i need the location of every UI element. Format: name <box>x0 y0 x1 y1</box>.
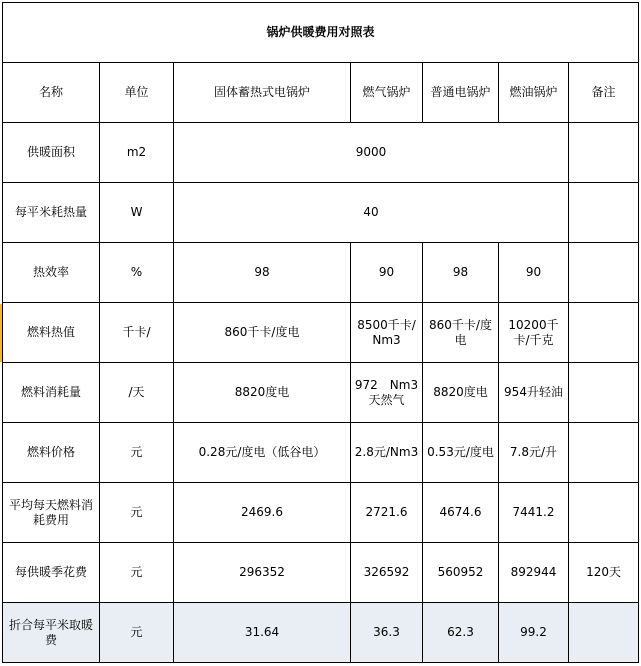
gas-cell[interactable]: 2721.6 <box>351 483 423 543</box>
row-unit[interactable]: 千卡/ <box>100 303 174 363</box>
oil-cell[interactable]: 954升轻油 <box>499 363 569 423</box>
header-note[interactable]: 备注 <box>569 63 639 123</box>
electric-cell[interactable]: 4674.6 <box>423 483 499 543</box>
table-row <box>3 183 639 243</box>
row-unit[interactable]: 元 <box>100 603 174 663</box>
table-row <box>3 543 639 603</box>
header-row <box>3 63 639 123</box>
note-cell[interactable] <box>569 483 639 543</box>
oil-cell[interactable]: 90 <box>499 243 569 303</box>
electric-cell[interactable]: 560952 <box>423 543 499 603</box>
heat-value[interactable]: 40 <box>174 183 569 243</box>
table-row <box>3 423 639 483</box>
row-label[interactable]: 燃料消耗量 <box>3 363 100 423</box>
row-label[interactable]: 供暖面积 <box>3 123 100 183</box>
row-label[interactable]: 每供暖季花费 <box>3 543 100 603</box>
header-unit[interactable]: 单位 <box>100 63 174 123</box>
note-cell[interactable]: 120天 <box>569 543 639 603</box>
electric-cell[interactable]: 62.3 <box>423 603 499 663</box>
oil-cell[interactable]: 99.2 <box>499 603 569 663</box>
gas-cell[interactable]: 972 Nm3天然气 <box>351 363 423 423</box>
gas-cell[interactable]: 36.3 <box>351 603 423 663</box>
note-cell[interactable] <box>569 303 639 363</box>
row-label[interactable]: 每平米耗热量 <box>3 183 100 243</box>
note-cell[interactable] <box>569 603 639 663</box>
electric-cell[interactable]: 860千卡/度电 <box>423 303 499 363</box>
header-gas-boiler[interactable]: 燃气锅炉 <box>351 63 423 123</box>
header-oil-boiler[interactable]: 燃油锅炉 <box>499 63 569 123</box>
oil-cell[interactable]: 892944 <box>499 543 569 603</box>
solid-cell[interactable]: 0.28元/度电（低谷电） <box>174 423 351 483</box>
table-row <box>3 303 639 363</box>
header-electric-boiler[interactable]: 普通电锅炉 <box>423 63 499 123</box>
table-row <box>3 123 639 183</box>
gas-cell[interactable]: 326592 <box>351 543 423 603</box>
row-label[interactable]: 平均每天燃料消耗费用 <box>3 483 100 543</box>
header-name[interactable]: 名称 <box>3 63 100 123</box>
header-solid-storage-boiler[interactable]: 固体蓄热式电锅炉 <box>174 63 351 123</box>
table-title[interactable]: 锅炉供暖费用对照表 <box>3 3 639 63</box>
note-cell[interactable] <box>569 183 639 243</box>
gas-cell[interactable]: 90 <box>351 243 423 303</box>
table-row <box>3 363 639 423</box>
area-value[interactable]: 9000 <box>174 123 569 183</box>
note-cell[interactable] <box>569 363 639 423</box>
row-unit[interactable]: /天 <box>100 363 174 423</box>
table-row <box>3 483 639 543</box>
solid-cell[interactable]: 2469.6 <box>174 483 351 543</box>
boiler-cost-table <box>2 2 639 663</box>
electric-cell[interactable]: 98 <box>423 243 499 303</box>
row-label[interactable]: 燃料价格 <box>3 423 100 483</box>
row-label[interactable]: 热效率 <box>3 243 100 303</box>
row-label[interactable]: 折合每平米取暖费 <box>3 603 100 663</box>
table-row <box>3 243 639 303</box>
row-unit[interactable]: 元 <box>100 423 174 483</box>
row-unit[interactable]: m2 <box>100 123 174 183</box>
solid-cell[interactable]: 860千卡/度电 <box>174 303 351 363</box>
electric-cell[interactable]: 8820度电 <box>423 363 499 423</box>
gas-cell[interactable]: 2.8元/Nm3 <box>351 423 423 483</box>
note-cell[interactable] <box>569 423 639 483</box>
oil-cell[interactable]: 10200千卡/千克 <box>499 303 569 363</box>
gas-cell[interactable]: 8500千卡/Nm3 <box>351 303 423 363</box>
row-unit[interactable]: W <box>100 183 174 243</box>
row-unit[interactable]: 元 <box>100 483 174 543</box>
solid-cell[interactable]: 98 <box>174 243 351 303</box>
solid-cell[interactable]: 31.64 <box>174 603 351 663</box>
solid-cell[interactable]: 296352 <box>174 543 351 603</box>
table-row <box>3 603 639 663</box>
row-unit[interactable]: 元 <box>100 543 174 603</box>
note-cell[interactable] <box>569 123 639 183</box>
row-label[interactable]: 燃料热值 <box>3 303 100 363</box>
oil-cell[interactable]: 7.8元/升 <box>499 423 569 483</box>
solid-cell[interactable]: 8820度电 <box>174 363 351 423</box>
electric-cell[interactable]: 0.53元/度电 <box>423 423 499 483</box>
oil-cell[interactable]: 7441.2 <box>499 483 569 543</box>
row-unit[interactable]: % <box>100 243 174 303</box>
note-cell[interactable] <box>569 243 639 303</box>
